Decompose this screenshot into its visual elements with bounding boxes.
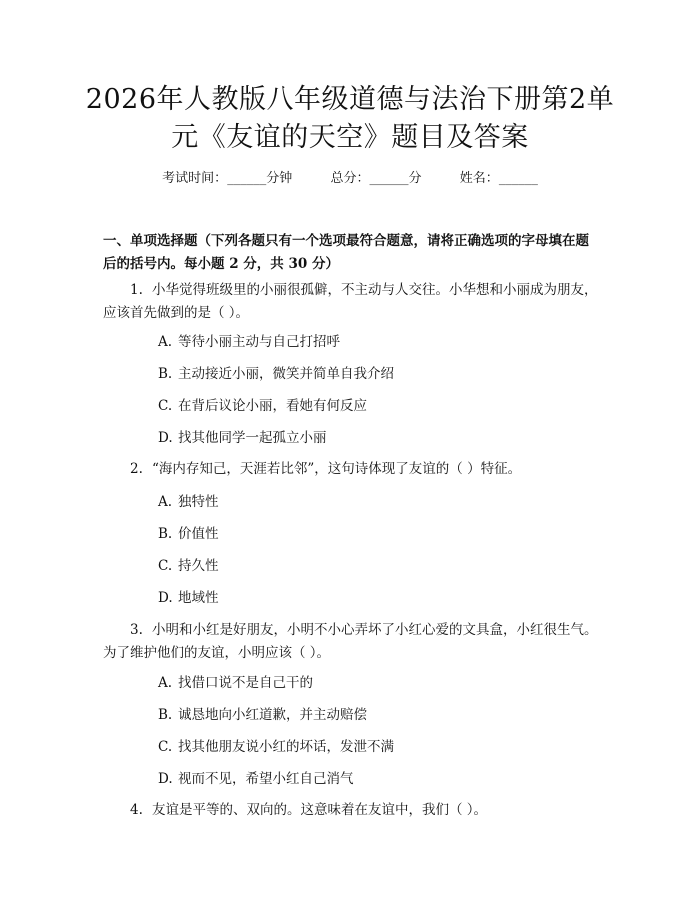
- option-letter: D.: [158, 590, 173, 606]
- exam-meta-line: [0, 170, 700, 188]
- question-text: 小华觉得班级里的小丽很孤僻，不主动与人交往。小华想和小丽成为朋友，应该首先做到的是（ ）。: [103, 282, 598, 321]
- option-3-c: [158, 738, 394, 756]
- option-2-c: [158, 557, 219, 575]
- option-letter: B.: [158, 707, 173, 723]
- option-text: 找借口说不是自己干的: [178, 675, 313, 691]
- option-1-a: [158, 333, 340, 351]
- option-text: 找其他同学一起孤立小丽: [178, 430, 327, 446]
- option-3-d: [158, 770, 354, 788]
- question-text: 友谊是平等的、双向的。这意味着在友谊中，我们（ ）。: [152, 802, 488, 818]
- option-letter: A.: [158, 675, 173, 691]
- option-letter: C.: [158, 558, 173, 574]
- option-1-b: [158, 365, 394, 383]
- option-3-b: [158, 706, 367, 724]
- option-letter: A.: [158, 334, 173, 350]
- time-blank: ______: [227, 171, 267, 186]
- question-4: [103, 799, 598, 822]
- option-text: 在背后议论小丽，看她有何反应: [178, 398, 367, 414]
- time-unit: 分钟: [266, 171, 293, 186]
- document-title-line-2: 元《友谊的天空》题目及答案: [171, 122, 529, 153]
- name-label: 姓名：: [459, 171, 499, 186]
- option-letter: B.: [158, 526, 173, 542]
- question-number: 2.: [130, 461, 143, 477]
- name-blank: ______: [498, 171, 538, 186]
- option-text: 等待小丽主动与自己打招呼: [178, 334, 340, 350]
- question-text: 小明和小红是好朋友，小明不小心弄坏了小红心爱的文具盒，小红很生气。为了维护他们的友谊，小明应该（ ）。: [103, 622, 598, 661]
- question-number: 4.: [130, 802, 143, 818]
- option-text: 价值性: [178, 526, 219, 542]
- option-letter: D.: [158, 771, 173, 787]
- section-heading: 一、单项选择题（下列各题只有一个选项最符合题意，请将正确选项的字母填在题后的括号内。每小题 2 分，共 30 分）: [103, 233, 589, 272]
- option-2-d: [158, 589, 219, 607]
- question-number: 1.: [130, 282, 143, 298]
- option-3-a: [158, 674, 313, 692]
- option-letter: B.: [158, 366, 173, 382]
- option-letter: C.: [158, 739, 173, 755]
- question-text: “海内存知己，天涯若比邻”，这句诗体现了友谊的（ ）特征。: [152, 461, 522, 477]
- option-letter: A.: [158, 494, 173, 510]
- score-unit: 分: [408, 171, 422, 186]
- option-2-b: [158, 525, 219, 543]
- document-title-line-1: 2026年人教版八年级道德与法治下册第2单: [85, 84, 615, 115]
- question-3: [103, 619, 598, 665]
- option-text: 地域性: [178, 590, 219, 606]
- question-2: [103, 458, 598, 481]
- option-1-c: [158, 397, 367, 415]
- option-letter: D.: [158, 430, 173, 446]
- option-text: 找其他朋友说小红的坏话，发泄不满: [178, 739, 394, 755]
- option-letter: C.: [158, 398, 173, 414]
- option-text: 持久性: [178, 558, 219, 574]
- question-number: 3.: [130, 622, 143, 638]
- question-1: [103, 279, 598, 325]
- option-2-a: [158, 493, 219, 511]
- option-text: 独特性: [178, 494, 219, 510]
- option-1-d: [158, 429, 327, 447]
- score-blank: ______: [369, 171, 409, 186]
- option-text: 视而不见，希望小红自己消气: [178, 771, 354, 787]
- option-text: 诚恳地向小红道歉，并主动赔偿: [178, 707, 367, 723]
- time-label: 考试时间：: [162, 171, 228, 186]
- score-label: 总分：: [330, 171, 370, 186]
- option-text: 主动接近小丽，微笑并简单自我介绍: [178, 366, 394, 382]
